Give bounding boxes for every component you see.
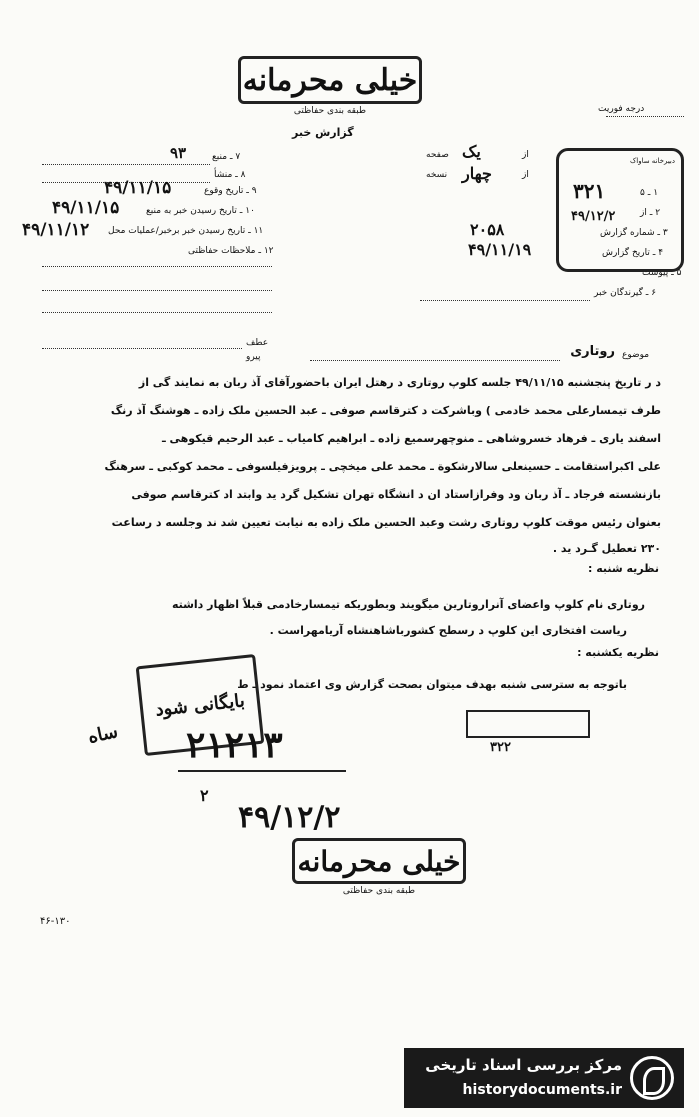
subject-label: موضوع	[622, 350, 650, 360]
field-label-11: ۱۱ ـ تاریخ رسیدن خبر برخبر/عملیات محل	[108, 226, 264, 236]
field-value-10: ۴۹/۱۱/۱۵	[52, 198, 120, 218]
signature-note: ۳۲۲	[490, 740, 511, 755]
body-line-7: ۲۳۰ تعطیل گـرد ید .	[552, 542, 661, 555]
body-line-3: اسفند یاری ـ فرهاد خسروشاهی ـ منوچهرسمیع زاده ـ ابراهیم کامیاب ـ عبد الرحیم قیکوهی ـ	[161, 432, 661, 445]
classification-stamp-top: خیلی محرمانه	[238, 56, 422, 104]
field-label-8: ۸ ـ منشأ	[214, 170, 246, 180]
report-title: گزارش خبر	[292, 126, 354, 139]
field-label-9: ۹ ـ تاریخ وقوع	[204, 186, 257, 196]
opinion-sunday-line: باتوجه به سترسی شنبه بهدف میتوان بصحت گزارش وی اعتماد نمود ـ ط	[237, 678, 627, 691]
field-value-9: ۴۹/۱۱/۱۵	[104, 178, 172, 198]
registration-number: ۳۲۱	[573, 179, 606, 203]
footer-url: historydocuments.ir	[462, 1082, 622, 1098]
field-line-12a	[42, 266, 272, 267]
page-label: صفحه	[426, 150, 449, 160]
subject-value: روتاری	[570, 344, 615, 359]
atf-label: عطف	[246, 338, 269, 348]
field-value-7: ۹۳	[170, 144, 187, 162]
hand-corner: ۲	[200, 786, 209, 805]
hand-underline	[178, 770, 346, 772]
registration-date: ۴۹/۱۲/۲	[571, 209, 616, 224]
field-line-6	[420, 300, 590, 301]
field-label-7: ۷ ـ منبع	[212, 152, 241, 162]
hand-number: ۲۱۲۱۳	[186, 724, 283, 766]
classification-sub-top: طبقه بندی حفاظتی	[293, 106, 367, 116]
archive-logo-icon	[630, 1056, 674, 1100]
archive-stamp: بایگانی شود	[136, 654, 265, 756]
body-line-6: بعنوان رئیس موقت کلوپ روتاری رشت وعبد الحسین ملک زاده به نیابت تعیین شد ند وجلسه د رساعت	[111, 516, 661, 529]
field-label-10: ۱۰ ـ تاریخ رسیدن خبر به منبع	[146, 206, 255, 216]
opinion-source-line-2: ریاست افتخاری این کلوپ د رسطح کشورباشاهنشاه آریامهراست .	[269, 624, 627, 637]
field-label-1: ۱ ـ ۵	[640, 188, 659, 198]
opinion-source-line-1: روتاری نام کلوپ واعضای آنراروتارین میگویند وبطوریکه تیمسارخادمی قبلاً اظهار داشته	[171, 598, 645, 611]
field-label-3: ۳ ـ شماره گزارش	[600, 228, 668, 238]
priority-label: درجه فوریت	[598, 104, 645, 114]
field-label-6: ۶ ـ گیرندگان خبر	[594, 288, 657, 298]
field-label-2: ۲ ـ از	[640, 208, 661, 218]
body-line-1: د ر تاریخ پنجشنبه ۴۹/۱۱/۱۵ جلسه کلوپ روتاری د رهتل ایران باحضورآقای آذ ربان به نمایند گی از	[138, 376, 661, 389]
field-label-5: ۵ ـ پیوست	[642, 268, 682, 278]
field-value-4: ۴۹/۱۱/۱۹	[468, 240, 532, 259]
hand-date: ۴۹/۱۲/۲	[238, 800, 341, 835]
body-line-2: طرف تیمسارعلی محمد خادمی ) وباشرکت د کترقاسم صوفی ـ عبد الحسین ملک زاده ـ هوشنگ آذ رنگ	[110, 404, 661, 417]
copy-label: نسخه	[426, 170, 448, 180]
page-number: ۴۶-۱۳۰	[40, 916, 71, 927]
body-line-5: بازنشسته فرجاد ـ آذ ربان ود وفرازاستاد ان د انشگاه تهران تشکیل گرد ید وابتد اد کترقاسم صوفی	[131, 488, 661, 501]
page-of-label: از	[522, 150, 529, 160]
registration-header: دبیرخانه ساواک	[629, 157, 675, 165]
opinion-sunday-label: نظریه یکشنبه :	[577, 646, 659, 659]
classification-stamp-bottom: خیلی محرمانه	[292, 838, 466, 884]
peyro-label: پیرو	[246, 352, 261, 362]
field-line-7	[42, 164, 210, 165]
field-value-11: ۴۹/۱۱/۱۲	[22, 220, 90, 240]
subject-line	[310, 360, 560, 361]
field-value-3: ۲۰۵۸	[470, 220, 505, 239]
field-label-12: ۱۲ ـ ملاحظات حفاظتی	[188, 246, 274, 256]
classification-sub-bottom: طبقه بندی حفاظتی	[342, 886, 416, 896]
priority-line	[606, 116, 684, 117]
field-line-12b	[42, 290, 272, 291]
hand-side-note: ساه	[86, 721, 120, 748]
atf-line	[42, 348, 242, 349]
field-label-4: ۴ ـ تاریخ گزارش	[602, 248, 664, 258]
copy-hand-note: چهار	[462, 164, 492, 183]
footer-watermark	[404, 1048, 684, 1108]
opinion-source-label: نظریه شنبه :	[587, 562, 659, 575]
field-line-12c	[42, 312, 272, 313]
footer-title: مرکز بررسی اسناد تاریخی	[425, 1056, 622, 1074]
body-line-4: علی اکبراستقامت ـ حسینعلی سالارشکوة ـ محمد علی میخچی ـ پرویزفیلسوفی ـ محمد کوکبی ـ سرهنگ	[104, 460, 661, 473]
page-hand-note: یک	[462, 142, 481, 161]
copy-of-label: از	[522, 170, 529, 180]
signature-stamp	[466, 710, 590, 738]
